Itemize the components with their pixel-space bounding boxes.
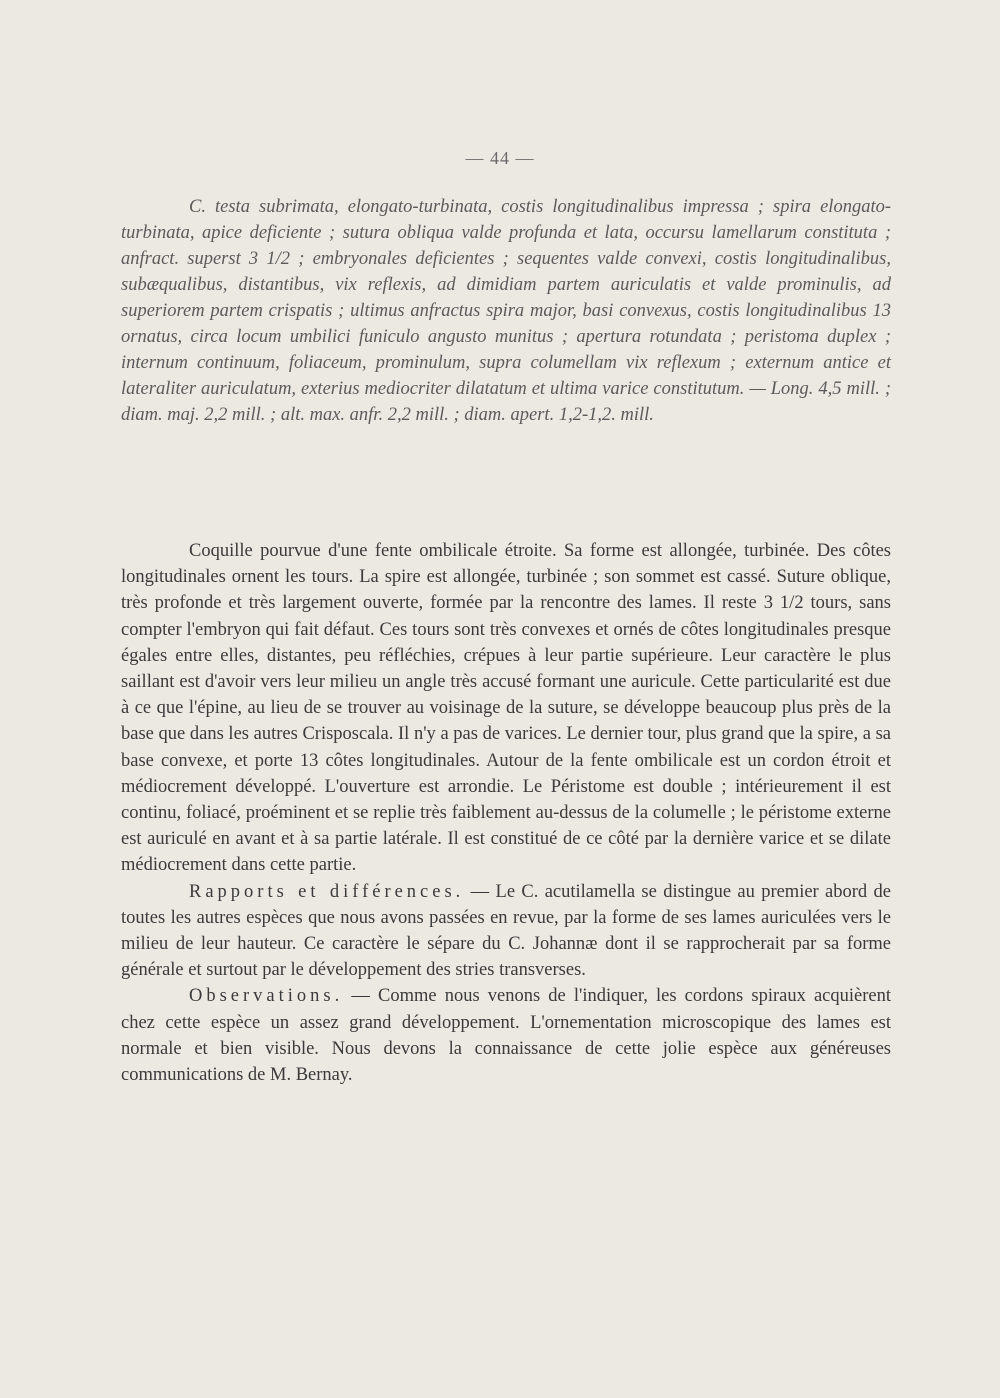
latin-description: C. testa subrimata, elongato-turbinata, costis longitudinalibus impressa ; spira elongato-turbinata, apice deficiente ; sutura obliqua valde profunda et lata, occursu lamellarum constituta ; anfract. superst 3 1/2 ; embryonales deficientes ; sequentes valde convexi, costis longitudinalibus, subæqualibus, distantibus, vix reflexis, ad dimidiam partem auriculatis et valde prominulis, ad superiorem partem crispatis ; ultimus anfractus spira major, basi convexus, costis longitudinalibus 13 ornatus, circa locum umbilici funiculo angusto munitus ; apertura rotundata ; peristoma duplex ; internum continuum, foliaceum, prominulum, supra columellam vix reflexum ; externum antice et lateraliter auriculatum, exterius mediocriter dilatatum et ultima varice constitutum. — Long. 4,5 mill. ; diam. maj. 2,2 mill. ; alt. max. anfr. 2,2 mill. ; diam. apert. 1,2-1,2. mill. — [121, 197, 891, 425]
rapports-paragraph — [121, 879, 891, 984]
observations-text: — Comme nous venons de l'indiquer, les cordons spiraux acquièrent chez cette espèce un assez grand développement. L'ornementation microscopique des lames est normale et bien visible. Nous devons la connaissance de cette jolie espèce aux généreuses communications de M. Bernay. — [121, 986, 891, 1086]
french-text — [121, 538, 891, 1088]
rapports-text: — Le C. acutilamella se distingue au premier abord de toutes les autres espèces que nous avons passées en revue, par la forme de ses lames auriculées vers le milieu de leur hauteur. Ce caractère le sépare du C. Johannæ dont il se rapprocherait par sa forme générale et surtout par le développement des stries transverses. — [121, 881, 891, 981]
page-number: — 44 — — [465, 148, 535, 168]
rapports-heading: Rapports et différences. — [189, 881, 465, 902]
observations-paragraph — [121, 983, 891, 1088]
observations-heading: Observations. — [189, 986, 344, 1007]
description-paragraph: Coquille pourvue d'une fente ombilicale étroite. Sa forme est allongée, turbinée. Des côtes longitudinales ornent les tours. La spire est allongée, turbinée ; son sommet est cassé. Suture oblique, très profonde et très largement ouverte, formée par la rencontre des lames. Il reste 3 1/2 tours, sans compter l'embryon qui fait défaut. Ces tours sont très convexes et ornés de côtes longitudinales presque égales entre elles, distantes, peu réfléchies, crépues à leur partie supérieure. Leur caractère le plus saillant est d'avoir vers leur milieu un angle très accusé formant une auricule. Cette particularité est due à ce que l'épine, au lieu de se trouver au voisinage de la suture, se développe beaucoup plus près de la base que dans les autres Crisposcala. Il n'y a pas de varices. Le dernier tour, plus grand que la spire, a sa base convexe, et porte 13 côtes longitudinales. Autour de la fente ombilicale est un cordon étroit et médiocrement développé. L'ouverture est arrondie. Le Péristome est double ; intérieurement il est continu, foliacé, proéminent et se replie très faiblement au-dessus de la columelle ; le péristome externe est auriculé en avant et à sa partie latérale. Il est constitué de ce côté par la dernière varice et se dilate médiocrement dans cette partie. — [121, 541, 891, 876]
